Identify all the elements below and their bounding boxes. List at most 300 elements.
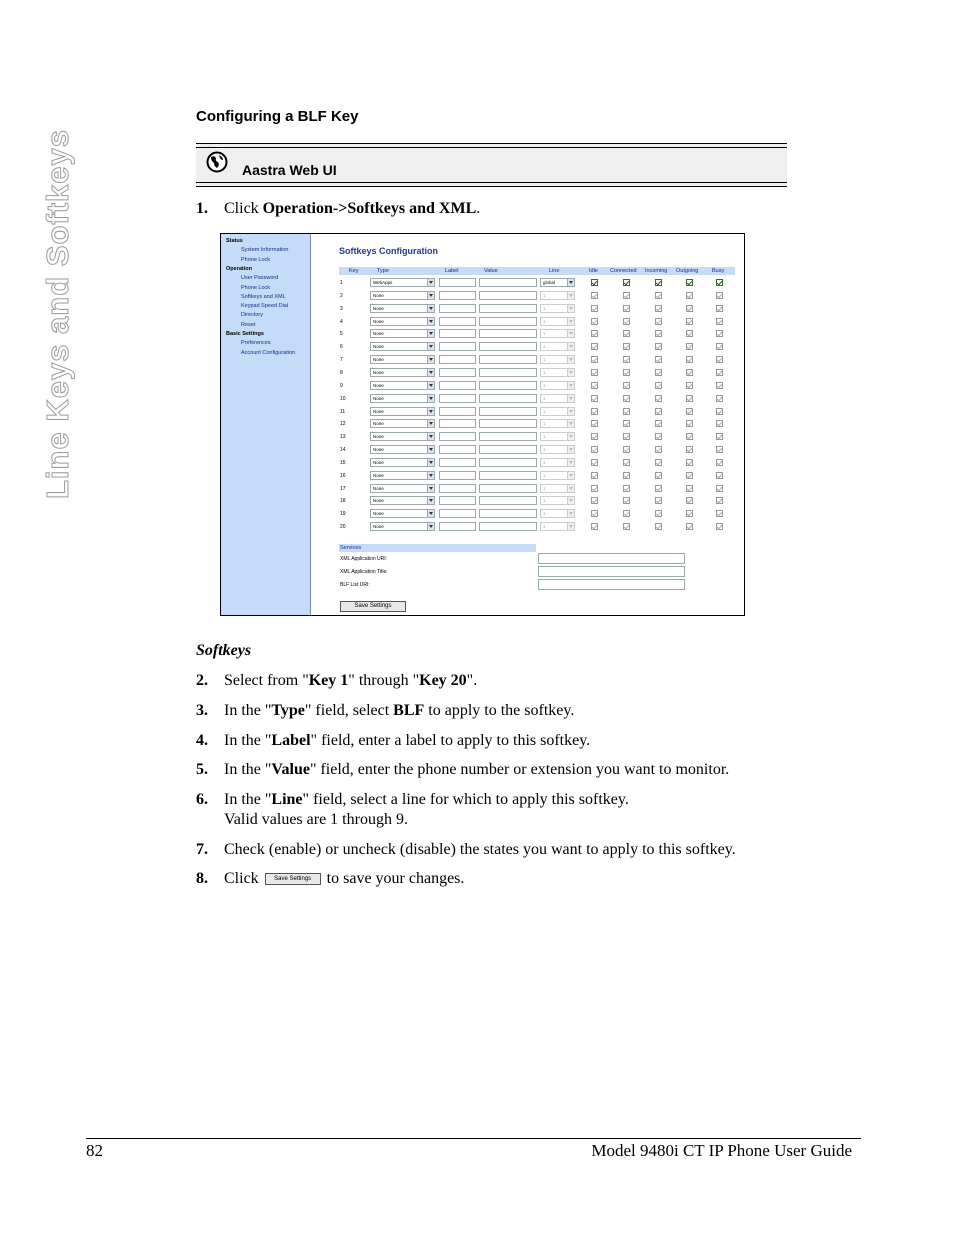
services-header [339,544,536,552]
type-select[interactable]: None [370,484,435,493]
chevron-down-icon [567,459,574,466]
softkey-row [221,342,746,353]
blf-list-uri-input[interactable] [538,579,685,590]
softkey-row [221,278,746,289]
value-input[interactable] [479,445,537,454]
step-number: 8. [196,870,208,887]
state-checkbox[interactable] [686,408,693,415]
key-number: 12 [340,421,346,428]
value-input[interactable] [479,317,537,326]
label-input[interactable] [439,381,476,390]
chevron-down-icon [427,497,434,504]
nav-item[interactable]: Preferences [241,340,271,347]
state-checkbox[interactable] [591,369,598,376]
inline-save-settings-button: Save Settings [265,873,321,885]
chevron-down-icon [567,292,574,299]
nav-item: Status [226,238,243,244]
type-select[interactable]: WebApps [370,278,435,287]
state-checkbox[interactable] [591,343,598,350]
nav-item[interactable]: Softkeys and XML [241,293,286,300]
state-checkbox[interactable] [591,523,598,530]
softkeys-heading: Softkeys [196,642,252,659]
value-input[interactable] [479,355,537,364]
chevron-down-icon [567,420,574,427]
value-input[interactable] [479,471,537,480]
step-text: Select from "Key 1" through "Key 20". [224,672,478,689]
step-text: In the "Type" field, select BLF to apply to the softkey. [224,702,575,719]
label-input[interactable] [439,509,476,518]
step-number: 6. [196,791,208,808]
chevron-down-icon [567,330,574,337]
type-select[interactable]: None [370,522,435,531]
type-select[interactable]: None [370,317,435,326]
step-text: In the "Value" field, enter the phone number or extension you want to monitor. [224,761,730,778]
nav-item[interactable]: Phone Lock [241,256,271,263]
key-number: 2 [340,292,343,299]
value-input[interactable] [479,368,537,377]
line-select[interactable]: global [540,278,575,287]
state-checkbox[interactable] [623,472,630,479]
value-input[interactable] [479,484,537,493]
type-select[interactable]: None [370,291,435,300]
state-checkbox[interactable] [716,485,723,492]
chevron-down-icon [427,318,434,325]
state-checkbox[interactable] [655,523,662,530]
line-select[interactable]: 1 [540,291,575,300]
chevron-down-icon [427,433,434,440]
state-checkbox[interactable] [716,510,723,517]
value-input[interactable] [479,342,537,351]
key-number: 17 [340,485,346,492]
value-input[interactable] [479,304,537,313]
line-select[interactable]: 1 [540,342,575,351]
chevron-down-icon [567,318,574,325]
line-select[interactable]: 1 [540,419,575,428]
label-input[interactable] [439,432,476,441]
state-checkbox[interactable] [716,433,723,440]
state-checkbox[interactable] [686,330,693,337]
state-checkbox[interactable] [655,433,662,440]
nav-item[interactable]: User Password [241,275,279,282]
state-checkbox[interactable] [686,305,693,312]
line-select[interactable]: 1 [540,522,575,531]
state-checkbox[interactable] [655,356,662,363]
state-checkbox[interactable] [686,446,693,453]
key-number: 3 [340,305,343,312]
line-select[interactable]: 1 [540,394,575,403]
key-number: 20 [340,524,346,531]
value-input[interactable] [479,419,537,428]
step-number: 7. [196,841,208,858]
type-select[interactable]: None [370,509,435,518]
col-value: Value [484,268,498,274]
nav-item[interactable]: Keypad Speed Dial [241,303,289,310]
chevron-down-icon [427,343,434,350]
step-text: In the "Label" field, enter a label to apply to this softkey. [224,732,591,749]
state-checkbox[interactable] [686,343,693,350]
state-checkbox[interactable] [716,395,723,402]
key-number: 9 [340,382,343,389]
state-checkbox[interactable] [623,446,630,453]
state-checkbox[interactable] [686,369,693,376]
state-checkbox[interactable] [716,446,723,453]
state-checkbox[interactable] [655,343,662,350]
value-input[interactable] [479,329,537,338]
state-checkbox[interactable] [591,472,598,479]
webui-label: Aastra Web UI [242,162,337,178]
key-number: 10 [340,395,346,402]
blf-list-uri-label: BLF List URI: [340,582,370,588]
line-select[interactable]: 1 [540,509,575,518]
state-checkbox[interactable] [591,420,598,427]
chevron-down-icon [567,382,574,389]
step-number: 1. [196,200,208,217]
state-checkbox[interactable] [655,382,662,389]
type-select[interactable]: None [370,368,435,377]
line-select[interactable]: 1 [540,432,575,441]
state-checkbox[interactable] [591,279,598,286]
state-checkbox[interactable] [623,433,630,440]
state-checkbox[interactable] [623,356,630,363]
softkey-row [221,329,746,340]
state-checkbox[interactable] [716,356,723,363]
state-checkbox[interactable] [716,305,723,312]
chevron-down-icon [427,395,434,402]
state-checkbox[interactable] [686,497,693,504]
softkey-row [221,304,746,315]
state-checkbox[interactable] [686,356,693,363]
value-input[interactable] [479,407,537,416]
value-input[interactable] [479,278,537,287]
nav-item: Basic Settings [226,331,264,337]
step-number: 2. [196,672,208,689]
state-checkbox[interactable] [716,459,723,466]
chevron-down-icon [567,343,574,350]
value-input[interactable] [479,394,537,403]
step-number: 5. [196,761,208,778]
state-checkbox[interactable] [655,459,662,466]
state-checkbox[interactable] [623,408,630,415]
chevron-down-icon [427,420,434,427]
state-checkbox[interactable] [686,292,693,299]
state-checkbox[interactable] [591,510,598,517]
state-checkbox[interactable] [591,318,598,325]
value-input[interactable] [479,381,537,390]
state-checkbox[interactable] [655,279,662,286]
type-select[interactable]: None [370,471,435,480]
aastra-web-ui-banner [196,143,787,187]
softkey-row [221,471,746,482]
state-checkbox[interactable] [686,420,693,427]
state-checkbox[interactable] [591,485,598,492]
col-incoming: Incoming [645,268,668,274]
nav-item: Operation [226,265,252,272]
col-key: Key [349,268,359,274]
line-select[interactable]: 1 [540,317,575,326]
type-select[interactable]: None [370,407,435,416]
save-settings-button[interactable]: Save Settings [340,601,406,612]
chevron-down-icon [567,523,574,530]
state-checkbox[interactable] [623,420,630,427]
section-heading: Configuring a BLF Key [196,108,359,125]
state-checkbox[interactable] [591,408,598,415]
type-select[interactable]: None [370,496,435,505]
state-checkbox[interactable] [623,485,630,492]
softkey-row [221,509,746,520]
state-checkbox[interactable] [716,330,723,337]
state-checkbox[interactable] [655,330,662,337]
line-select[interactable]: 1 [540,368,575,377]
state-checkbox[interactable] [655,292,662,299]
state-checkbox[interactable] [591,382,598,389]
chevron-down-icon [567,305,574,312]
step-text: Check (enable) or uncheck (disable) the states you want to apply to this softkey. [224,841,736,858]
type-select[interactable]: None [370,355,435,364]
nav-item[interactable]: System Information [241,247,289,254]
label-input[interactable] [439,394,476,403]
guide-title: Model 9480i CT IP Phone User Guide [591,1141,852,1160]
label-input[interactable] [439,407,476,416]
key-number: 11 [340,408,346,415]
chevron-down-icon [427,356,434,363]
softkey-row [221,522,746,533]
chevron-down-icon [427,510,434,517]
nav-item[interactable]: Directory [241,312,264,319]
label-input[interactable] [439,304,476,313]
key-number: 19 [340,511,346,518]
label-input[interactable] [439,329,476,338]
key-number: 14 [340,447,346,454]
label-input[interactable] [439,484,476,493]
type-select[interactable]: None [370,419,435,428]
value-input[interactable] [479,496,537,505]
label-input[interactable] [439,458,476,467]
page-number: 82 [86,1141,103,1160]
state-checkbox[interactable] [655,369,662,376]
state-checkbox[interactable] [655,305,662,312]
state-checkbox[interactable] [716,472,723,479]
xml-app-uri-input[interactable] [538,553,685,564]
softkey-row [221,355,746,366]
type-select[interactable]: None [370,304,435,313]
state-checkbox[interactable] [716,343,723,350]
state-checkbox[interactable] [686,523,693,530]
type-select[interactable]: None [370,381,435,390]
label-input[interactable] [439,496,476,505]
state-checkbox[interactable] [591,356,598,363]
key-number: 4 [340,318,343,325]
nav-item[interactable]: Phone Lock [241,284,271,291]
softkey-row [221,484,746,495]
state-checkbox[interactable] [655,485,662,492]
state-checkbox[interactable] [716,369,723,376]
key-number: 5 [340,331,343,338]
state-checkbox[interactable] [623,510,630,517]
line-select[interactable]: 1 [540,484,575,493]
state-checkbox[interactable] [686,459,693,466]
label-input[interactable] [439,278,476,287]
softkey-row [221,407,746,418]
chevron-down-icon [567,510,574,517]
type-select[interactable]: None [370,458,435,467]
chapter-side-title [40,108,76,520]
state-checkbox[interactable] [623,369,630,376]
state-checkbox[interactable] [716,497,723,504]
state-checkbox[interactable] [591,497,598,504]
state-checkbox[interactable] [686,395,693,402]
state-checkbox[interactable] [591,292,598,299]
services-title: Services [340,545,362,551]
chevron-down-icon [567,485,574,492]
line-select[interactable]: 1 [540,407,575,416]
state-checkbox[interactable] [591,459,598,466]
state-checkbox[interactable] [686,433,693,440]
state-checkbox[interactable] [686,382,693,389]
state-checkbox[interactable] [716,523,723,530]
xml-app-uri-label: XML Application URI: [340,556,388,562]
state-checkbox[interactable] [655,420,662,427]
label-input[interactable] [439,317,476,326]
key-number: 18 [340,498,346,505]
chevron-down-icon [427,382,434,389]
softkey-row [221,496,746,507]
value-input[interactable] [479,522,537,531]
state-checkbox[interactable] [716,420,723,427]
state-checkbox[interactable] [623,382,630,389]
value-input[interactable] [479,291,537,300]
state-checkbox[interactable] [623,305,630,312]
state-checkbox[interactable] [623,292,630,299]
softkey-row [221,432,746,443]
chevron-down-icon [427,305,434,312]
step-text: In the "Line" field, select a line for which to apply this softkey. Valid values are 1 through 9. [224,791,629,828]
chevron-down-icon [567,369,574,376]
value-input[interactable] [479,432,537,441]
state-checkbox[interactable] [716,382,723,389]
line-select[interactable]: 1 [540,445,575,454]
state-checkbox[interactable] [686,318,693,325]
key-number: 6 [340,344,343,351]
state-checkbox[interactable] [623,395,630,402]
key-number: 1 [340,280,343,286]
softkey-row [221,381,746,392]
state-checkbox[interactable] [591,433,598,440]
type-select[interactable]: None [370,394,435,403]
line-select[interactable]: 1 [540,304,575,313]
nav-item[interactable]: Account Configuration [241,349,296,356]
chevron-down-icon [567,446,574,453]
label-input[interactable] [439,342,476,351]
chevron-down-icon [427,459,434,466]
line-select[interactable]: 1 [540,381,575,390]
value-input[interactable] [479,458,537,467]
type-select[interactable]: None [370,329,435,338]
key-number: 16 [340,472,346,479]
softkey-row [221,291,746,302]
step-text: Click Operation->Softkeys and XML. [224,200,481,217]
state-checkbox[interactable] [716,408,723,415]
type-select[interactable]: None [370,342,435,351]
line-select[interactable]: 1 [540,458,575,467]
xml-app-title-label: XML Application Title: [340,569,388,575]
state-checkbox[interactable] [686,510,693,517]
state-checkbox[interactable] [655,318,662,325]
col-idle: Idle [589,268,598,274]
line-select[interactable]: 1 [540,496,575,505]
state-checkbox[interactable] [655,510,662,517]
value-input[interactable] [479,509,537,518]
softkey-row [221,458,746,469]
softkeys-configuration-screenshot [220,233,745,616]
label-input[interactable] [439,291,476,300]
state-checkbox[interactable] [623,318,630,325]
state-checkbox[interactable] [623,279,630,286]
state-checkbox[interactable] [623,330,630,337]
state-checkbox[interactable] [623,523,630,530]
state-checkbox[interactable] [623,497,630,504]
state-checkbox[interactable] [655,408,662,415]
state-checkbox[interactable] [591,446,598,453]
col-type: Type [377,268,389,274]
chevron-down-icon [427,279,434,286]
type-select[interactable]: None [370,445,435,454]
chevron-down-icon [567,408,574,415]
step-number: 4. [196,732,208,749]
softkey-row [221,419,746,430]
xml-app-title-input[interactable] [538,566,685,577]
col-outgoing: Outgoing [676,268,699,274]
chevron-down-icon [427,472,434,479]
line-select[interactable]: 1 [540,355,575,364]
state-checkbox[interactable] [655,446,662,453]
state-checkbox[interactable] [591,330,598,337]
chevron-down-icon [427,408,434,415]
key-number: 13 [340,434,346,441]
label-input[interactable] [439,445,476,454]
state-checkbox[interactable] [655,497,662,504]
state-checkbox[interactable] [716,279,723,286]
state-checkbox[interactable] [686,472,693,479]
col-line: Line [549,268,560,274]
chevron-down-icon [567,279,574,286]
line-select[interactable]: 1 [540,471,575,480]
label-input[interactable] [439,419,476,428]
state-checkbox[interactable] [623,343,630,350]
key-number: 7 [340,357,343,364]
line-select[interactable]: 1 [540,329,575,338]
type-select[interactable]: None [370,432,435,441]
state-checkbox[interactable] [716,318,723,325]
state-checkbox[interactable] [591,305,598,312]
state-checkbox[interactable] [716,292,723,299]
label-input[interactable] [439,522,476,531]
label-input[interactable] [439,355,476,364]
softkey-row [221,445,746,456]
step-text: Click Save Settings to save your changes. [224,870,465,887]
state-checkbox[interactable] [623,459,630,466]
state-checkbox[interactable] [591,395,598,402]
chevron-down-icon [567,433,574,440]
label-input[interactable] [439,471,476,480]
state-checkbox[interactable] [686,279,693,286]
state-checkbox[interactable] [686,485,693,492]
state-checkbox[interactable] [655,472,662,479]
nav-item[interactable]: Reset [241,321,256,328]
chevron-down-icon [567,472,574,479]
state-checkbox[interactable] [655,395,662,402]
chevron-down-icon [567,356,574,363]
label-input[interactable] [439,368,476,377]
